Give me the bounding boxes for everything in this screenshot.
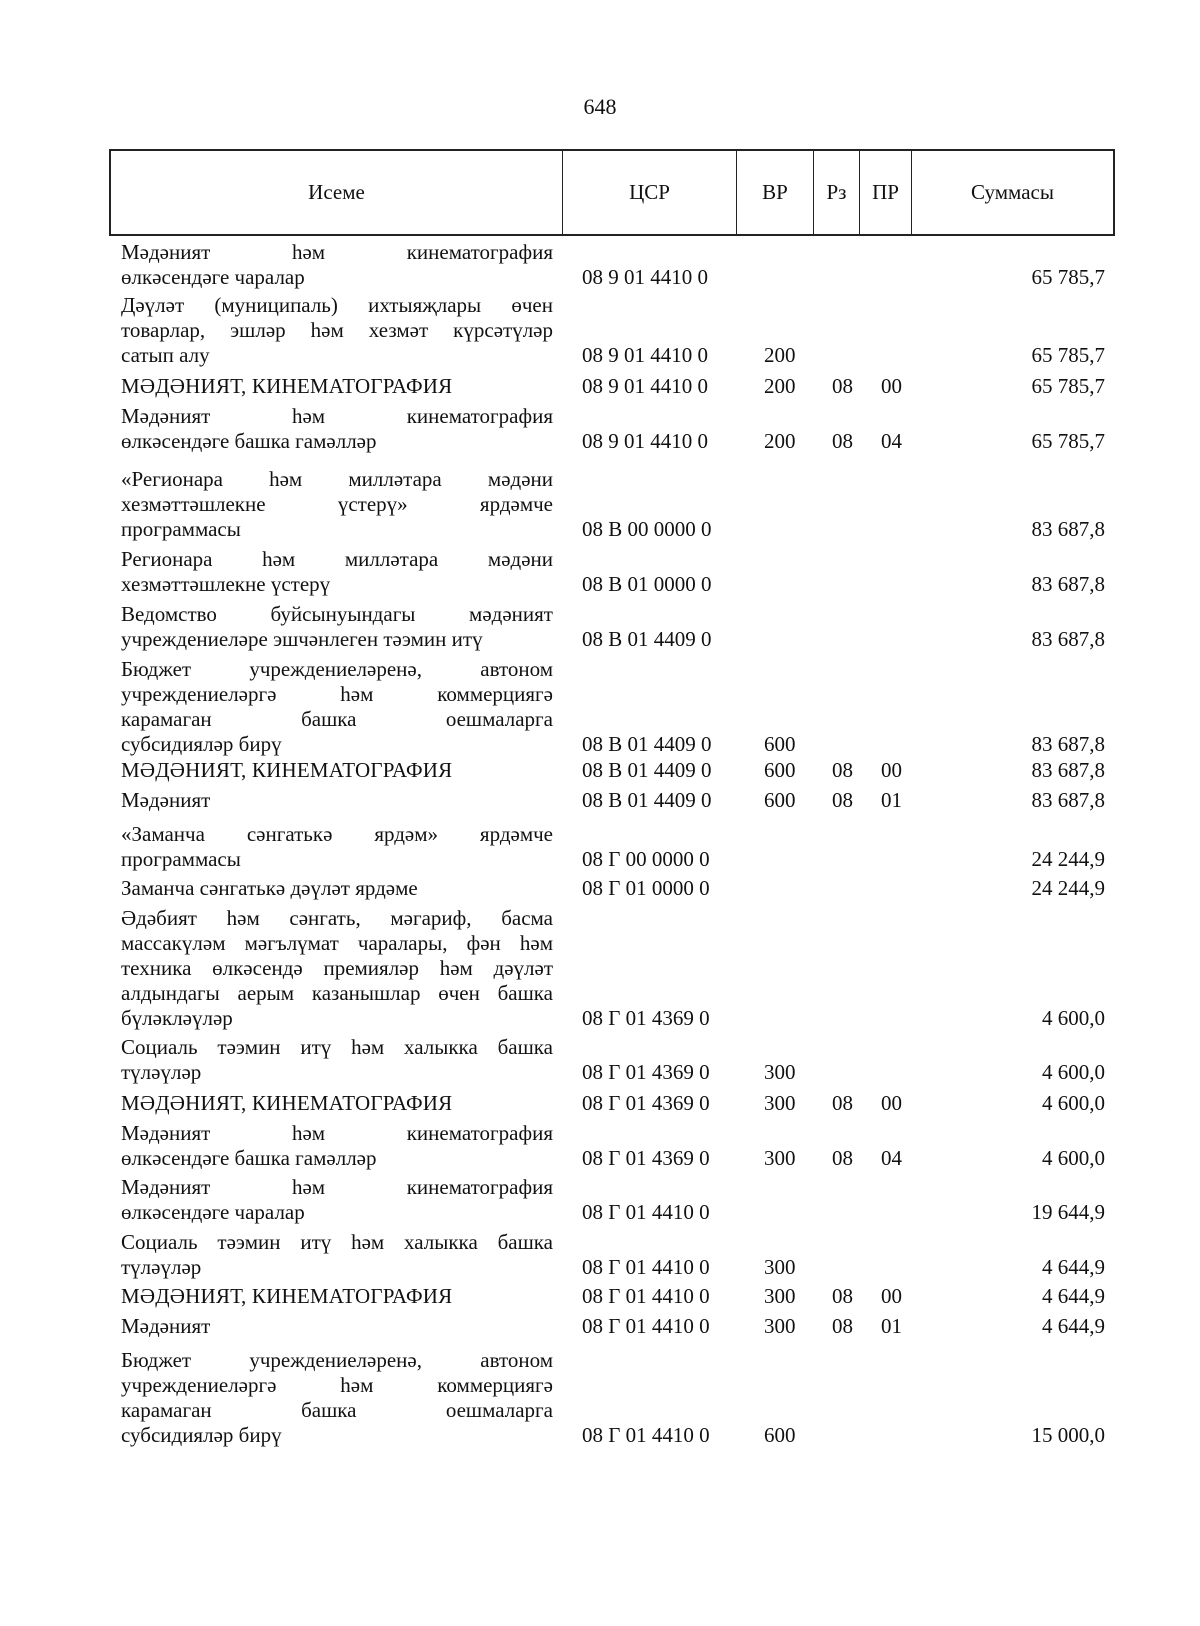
row-sum: 83 687,8 (1031, 788, 1105, 812)
row-name (121, 1230, 553, 1280)
row-vr: 200 (764, 343, 796, 367)
row-rz: 08 (832, 1146, 853, 1170)
row-name-line: программасы (121, 847, 241, 871)
row-rz: 08 (832, 1314, 853, 1338)
row-sum: 83 687,8 (1031, 517, 1105, 541)
row-name-line: Мәдәният һәм кинематография (121, 1175, 553, 1199)
row-csr: 08 9 01 4410 0 (582, 343, 708, 367)
row-name-line: учреждениеләргә һәм коммерциягә (121, 682, 553, 706)
row-name-line: МӘДӘНИЯТ, КИНЕМАТОГРАФИЯ (121, 758, 453, 782)
row-name (121, 1035, 553, 1085)
row-pr: 00 (881, 758, 902, 782)
page-number: 648 (583, 94, 617, 119)
row-pr: 04 (881, 1146, 902, 1170)
row-name-line: түләүләр (121, 1255, 202, 1279)
row-name-line: учреждениеләре эшчәнлеген тәэмин итү (121, 627, 483, 651)
row-pr: 04 (881, 429, 902, 453)
row-name-line: Социаль тәэмин итү һәм халыкка башка (121, 1035, 553, 1059)
row-name (121, 293, 553, 368)
row-csr: 08 9 01 4410 0 (582, 429, 708, 453)
row-rz: 08 (832, 758, 853, 782)
row-csr: 08 В 01 4409 0 (582, 758, 712, 782)
row-rz: 08 (832, 788, 853, 812)
row-name-line: түләүләр (121, 1060, 202, 1084)
row-name (121, 404, 553, 454)
row-name-line: Бюджет учреждениеләренә, автоном (121, 1348, 553, 1372)
row-vr: 300 (764, 1060, 796, 1084)
row-sum: 83 687,8 (1031, 627, 1105, 651)
row-sum: 4 600,0 (1042, 1006, 1105, 1030)
row-name-line: хезмәттәшлекне үстерү (121, 572, 331, 596)
row-vr: 200 (764, 374, 796, 398)
row-name-line: массакүләм мәгълүмат чаралары, фән һәм (121, 931, 553, 955)
row-name-line: Мәдәният (121, 788, 211, 812)
row-pr: 01 (881, 788, 902, 812)
row-name (121, 1091, 553, 1116)
row-sum: 65 785,7 (1031, 265, 1105, 289)
row-rz: 08 (832, 1284, 853, 1308)
row-csr: 08 Г 01 4369 0 (582, 1146, 710, 1170)
row-name-line: Мәдәният һәм кинематография (121, 240, 553, 264)
row-name (121, 788, 553, 813)
row-name-line: «Регионара һәм милләтара мәдәни (121, 467, 553, 491)
row-name-line: өлкәсендәге чаралар (121, 1200, 305, 1224)
row-sum: 83 687,8 (1031, 572, 1105, 596)
row-name (121, 657, 553, 757)
header-pr: ПР (872, 180, 899, 204)
row-name-line: субсидияләр бирү (121, 1423, 282, 1447)
header-name: Исеме (308, 180, 365, 204)
row-csr: 08 Г 01 4369 0 (582, 1060, 710, 1084)
row-sum: 4 644,9 (1042, 1314, 1105, 1338)
row-name (121, 822, 553, 872)
row-sum: 4 644,9 (1042, 1284, 1105, 1308)
row-name-line: Әдәбият һәм сәнгать, мәгариф, басма (121, 906, 553, 930)
row-csr: 08 Г 01 4410 0 (582, 1200, 710, 1224)
row-vr: 600 (764, 788, 796, 812)
row-name (121, 1348, 553, 1448)
row-sum: 4 600,0 (1042, 1091, 1105, 1115)
row-csr: 08 В 01 4409 0 (582, 788, 712, 812)
row-csr: 08 В 00 0000 0 (582, 517, 712, 541)
row-name-line: Заманча сәнгатькә дәүләт ярдәме (121, 876, 418, 900)
row-name (121, 758, 553, 783)
row-name-line: карамаган башка оешмаларга (121, 707, 553, 731)
row-name-line: хезмәттәшлекне үстерү» ярдәмче (121, 492, 553, 516)
header-vr: ВР (762, 180, 788, 204)
row-vr: 300 (764, 1284, 796, 1308)
row-name-line: МӘДӘНИЯТ, КИНЕМАТОГРАФИЯ (121, 1284, 453, 1308)
row-sum: 4 600,0 (1042, 1146, 1105, 1170)
row-name-line: товарлар, эшләр һәм хезмәт күрсәтүләр (121, 318, 553, 342)
row-name-line: Мәдәният (121, 1314, 211, 1338)
row-sum: 83 687,8 (1031, 758, 1105, 782)
row-rz: 08 (832, 374, 853, 398)
row-name-line: учреждениеләргә һәм коммерциягә (121, 1373, 553, 1397)
row-pr: 01 (881, 1314, 902, 1338)
row-rz: 08 (832, 429, 853, 453)
row-csr: 08 Г 01 4410 0 (582, 1423, 710, 1447)
row-sum: 4 600,0 (1042, 1060, 1105, 1084)
row-name (121, 1121, 553, 1171)
row-vr: 600 (764, 732, 796, 756)
header-rz: Рз (826, 180, 847, 204)
row-sum: 4 644,9 (1042, 1255, 1105, 1279)
row-name (121, 1284, 553, 1309)
row-name (121, 240, 553, 290)
row-name-line: Мәдәният һәм кинематография (121, 1121, 553, 1145)
row-csr: 08 Г 01 4410 0 (582, 1314, 710, 1338)
row-csr: 08 Г 00 0000 0 (582, 847, 710, 871)
row-csr: 08 В 01 0000 0 (582, 572, 712, 596)
row-csr: 08 9 01 4410 0 (582, 265, 708, 289)
row-sum: 65 785,7 (1031, 343, 1105, 367)
row-sum: 65 785,7 (1031, 429, 1105, 453)
row-name (121, 602, 553, 652)
row-name-line: МӘДӘНИЯТ, КИНЕМАТОГРАФИЯ (121, 374, 453, 398)
row-name-line: бүләкләүләр (121, 1006, 233, 1030)
row-csr: 08 Г 01 4369 0 (582, 1091, 710, 1115)
row-name-line: Дәүләт (муниципаль) ихтыяҗлары өчен (121, 293, 553, 317)
row-csr: 08 Г 01 0000 0 (582, 876, 710, 900)
row-vr: 300 (764, 1091, 796, 1115)
row-name-line: Регионара һәм милләтара мәдәни (121, 547, 553, 571)
row-csr: 08 В 01 4409 0 (582, 627, 712, 651)
row-name (121, 374, 553, 399)
row-name-line: МӘДӘНИЯТ, КИНЕМАТОГРАФИЯ (121, 1091, 453, 1115)
row-name-line: программасы (121, 517, 241, 541)
row-name-line: Мәдәният һәм кинематография (121, 404, 553, 428)
row-name-line: Социаль тәэмин итү һәм халыкка башка (121, 1230, 553, 1254)
row-pr: 00 (881, 1284, 902, 1308)
row-vr: 200 (764, 429, 796, 453)
row-vr: 300 (764, 1255, 796, 1279)
row-name (121, 467, 553, 542)
row-name-line: карамаган башка оешмаларга (121, 1398, 553, 1422)
row-name-line: Ведомство буйсынуындагы мәдәният (121, 602, 553, 626)
row-sum: 19 644,9 (1031, 1200, 1105, 1224)
row-csr: 08 В 01 4409 0 (582, 732, 712, 756)
row-csr: 08 Г 01 4410 0 (582, 1255, 710, 1279)
row-sum: 15 000,0 (1031, 1423, 1105, 1447)
row-rz: 08 (832, 1091, 853, 1115)
row-name-line: өлкәсендәге чаралар (121, 265, 305, 289)
row-pr: 00 (881, 1091, 902, 1115)
row-sum: 65 785,7 (1031, 374, 1105, 398)
row-csr: 08 9 01 4410 0 (582, 374, 708, 398)
row-name (121, 1314, 553, 1339)
row-vr: 600 (764, 1423, 796, 1447)
header-csr: ЦСР (629, 180, 670, 204)
row-name-line: Бюджет учреждениеләренә, автоном (121, 657, 553, 681)
row-name-line: өлкәсендәге башка гамәлләр (121, 1146, 377, 1170)
row-vr: 300 (764, 1146, 796, 1170)
row-name-line: субсидияләр бирү (121, 732, 282, 756)
row-name (121, 1175, 553, 1225)
row-name (121, 906, 553, 1031)
row-csr: 08 Г 01 4410 0 (582, 1284, 710, 1308)
row-name (121, 547, 553, 597)
row-vr: 300 (764, 1314, 796, 1338)
row-name-line: өлкәсендәге башка гамәлләр (121, 429, 377, 453)
row-pr: 00 (881, 374, 902, 398)
row-name (121, 876, 553, 901)
header-sum: Суммасы (971, 180, 1054, 204)
row-sum: 83 687,8 (1031, 732, 1105, 756)
row-name-line: сатып алу (121, 343, 210, 367)
row-name-line: алдындагы аерым казанышлар өчен башка (121, 981, 553, 1005)
row-name-line: техника өлкәсендә премияләр һәм дәүләт (121, 956, 553, 980)
row-name-line: «Заманча сәнгатькә ярдәм» ярдәмче (121, 822, 553, 846)
row-csr: 08 Г 01 4369 0 (582, 1006, 710, 1030)
row-vr: 600 (764, 758, 796, 782)
row-sum: 24 244,9 (1031, 847, 1105, 871)
row-sum: 24 244,9 (1031, 876, 1105, 900)
